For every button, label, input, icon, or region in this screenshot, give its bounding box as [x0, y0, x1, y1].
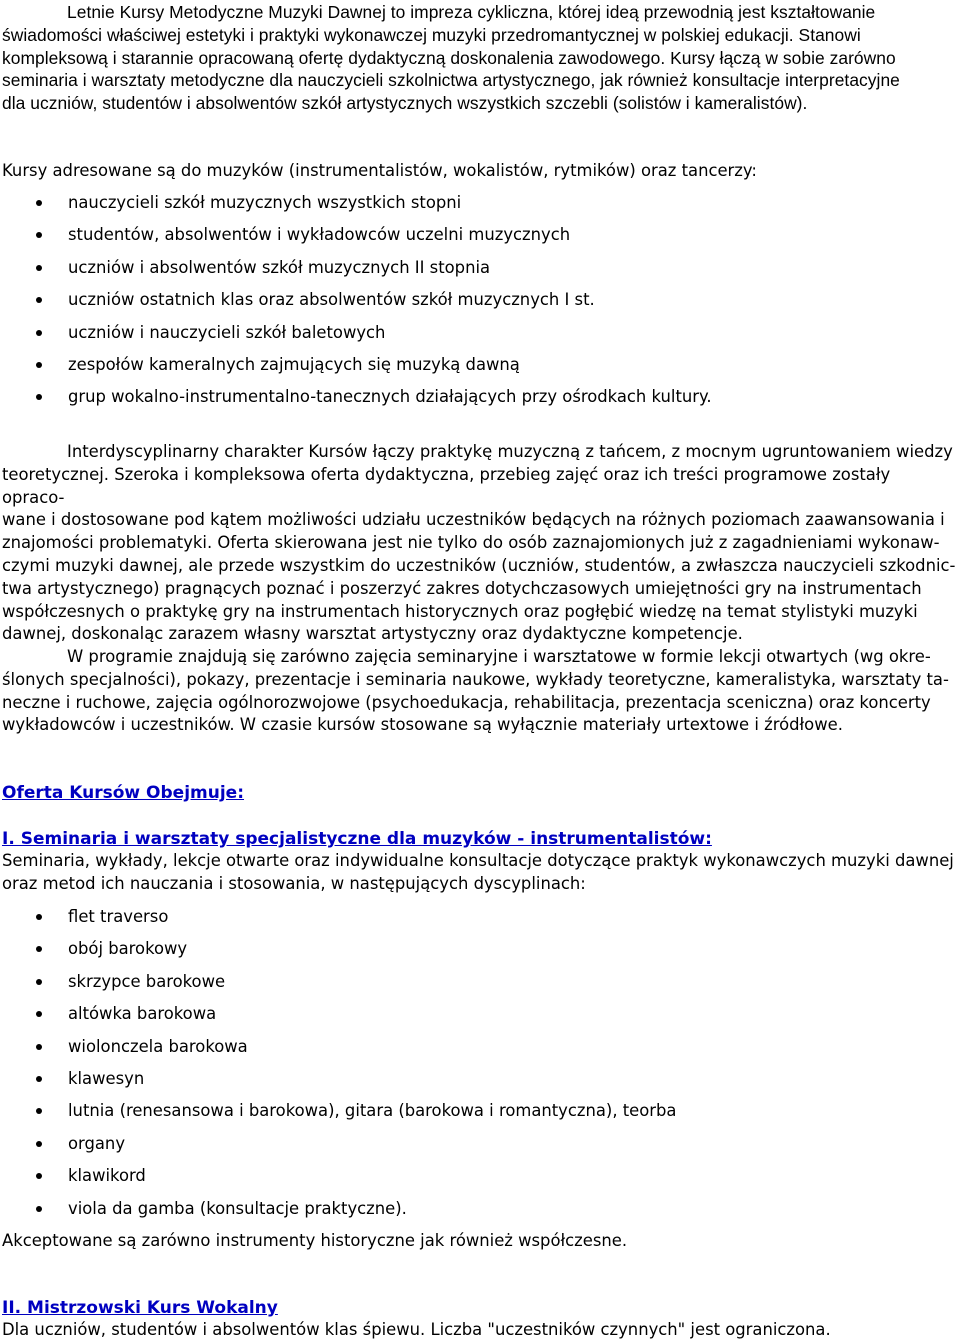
intro-line: świadomości właściwej estetyki i praktyki wykonawczej muzyki przedromantycznej w polskiej edukacji. Stanowi: [2, 24, 861, 45]
list-item-text: klawesyn: [68, 1068, 145, 1088]
bullet-icon: [36, 330, 42, 336]
bullet-icon: [36, 232, 42, 238]
program-paragraph: [2, 646, 957, 737]
intro-line: seminaria i warsztaty metodyczne dla nauczycieli szkolnictwa artystycznego, jak również konsultacje interpretacyjne: [2, 70, 900, 91]
bullet-icon: [36, 1011, 42, 1017]
list-item-text: uczniów i nauczycieli szkół baletowych: [68, 322, 386, 342]
bullet-icon: [36, 1173, 42, 1179]
list-item: [0, 1198, 958, 1230]
list-item-text: uczniów ostatnich klas oraz absolwentów szkół muzycznych I st.: [68, 290, 595, 310]
list-item-text: altówka barokowa: [68, 1004, 217, 1024]
paragraph-line: czymi muzyki dawnej, ale przede wszystkim do uczestników (uczniów, studentów, a zwłaszcza nauczycieli szkodnic-: [2, 555, 956, 575]
offer-heading: Oferta Kursów Obejmuje:: [2, 783, 245, 803]
bullet-icon: [36, 1206, 42, 1212]
list-item-text: klawikord: [68, 1166, 146, 1186]
list-item: [0, 1003, 958, 1035]
bullet-icon: [36, 362, 42, 368]
audience-list: [0, 192, 958, 419]
interdisciplinary-paragraph: [2, 441, 957, 646]
list-item: [0, 1100, 958, 1132]
list-item-text: nauczycieli szkół muzycznych wszystkich stopni: [68, 193, 462, 212]
instrument-list: [0, 906, 958, 1230]
paragraph-line: teoretycznej. Szeroka i kompleksowa oferta dydaktyczna, przebieg zajęć oraz ich treści programowe zostały opraco-: [2, 464, 891, 507]
list-item-text: wiolonczela barokowa: [68, 1036, 248, 1056]
paragraph-line: ślonych specjalności), pokazy, prezentacje i seminaria naukowe, wykłady teoretyczne, kameralistyka, warsztaty ta-: [2, 669, 949, 689]
intro-paragraph: [2, 1, 957, 115]
bullet-icon: [36, 200, 42, 206]
bullet-icon: [36, 946, 42, 952]
list-item-text: uczniów i absolwentów szkół muzycznych II stopnia: [68, 257, 491, 277]
list-item-text: flet traverso: [68, 907, 169, 926]
paragraph-line: W programie znajdują się zarówno zajęcia seminaryjne i warsztatowe w formie lekcji otwartych (wg okre-: [67, 647, 931, 666]
bullet-icon: [36, 394, 42, 400]
section1-heading: I. Seminaria i warsztaty specjalistyczne dla muzyków - instrumentalistów:: [2, 829, 712, 849]
list-item: [0, 1068, 958, 1100]
intro-line: kompleksową i starannie opracowaną ofertę dydaktyczną doskonalenia zawodowego. Kursy łączą w sobie zarówno: [2, 47, 896, 68]
paragraph-line: wykładowców i uczestników. W czasie kursów stosowane są wyłącznie materiały urtextowe i źródłowe.: [2, 715, 843, 735]
list-item: [0, 192, 958, 224]
bullet-icon: [36, 1044, 42, 1050]
list-item: [0, 224, 958, 256]
intro-line: dla uczniów, studentów i absolwentów szkół artystycznych wszystkich szczebli (solistów i kameralistów).: [2, 93, 808, 114]
paragraph-line: dawnej, doskonaląc zarazem własny warsztat artystyczny oraz dydaktyczne kompetencje.: [2, 624, 743, 644]
list-item-text: studentów, absolwentów i wykładowców uczelni muzycznych: [68, 225, 571, 245]
section2-line: Dla uczniów, studentów i absolwentów klas śpiewu. Liczba "uczestników czynnych" jest ograniczona.: [2, 1320, 831, 1339]
list-item: [0, 257, 958, 289]
list-item: [0, 1036, 958, 1068]
list-item: [0, 938, 958, 970]
paragraph-line: twa artystycznego) pragnących poznać i poszerzyć zakres dotychczasowych umiejętności gry na instrumentach: [2, 578, 922, 598]
section1-closing: Akceptowane są zarówno instrumenty historyczne jak również współczesne.: [2, 1231, 628, 1250]
paragraph-line: współczesnych o praktykę gry na instrumentach historycznych oraz pogłębić wiedzę na temat stylistyki muzyki: [2, 601, 918, 621]
audience-lead: Kursy adresowane są do muzyków (instrumentalistów, wokalistów, rytmików) oraz tancerzy:: [2, 161, 757, 180]
paragraph-line: Interdyscyplinarny charakter Kursów łączy praktykę muzyczną z tańcem, z mocnym ugruntowaniem wiedzy: [67, 442, 953, 461]
paragraph-line: oraz metod ich nauczania i stosowania, w następujących dyscyplinach:: [2, 873, 586, 893]
paragraph-line: Seminaria, wykłady, lekcje otwarte oraz indywidualne konsultacje dotyczące praktyk wykonawczych muzyki dawnej: [2, 851, 954, 870]
list-item: [0, 1165, 958, 1197]
bullet-icon: [36, 914, 42, 920]
bullet-icon: [36, 1141, 42, 1147]
paragraph-line: wane i dostosowane pod kątem możliwości udziału uczestników będących na różnych poziomach zaawansowania i: [2, 510, 945, 530]
section2-heading: II. Mistrzowski Kurs Wokalny: [2, 1298, 278, 1318]
bullet-icon: [36, 265, 42, 271]
list-item: [0, 322, 958, 354]
section1-intro: [2, 850, 957, 896]
list-item: [0, 354, 958, 386]
intro-line: Letnie Kursy Metodyczne Muzyki Dawnej to impreza cykliczna, której ideą przewodnią jest kształtowanie: [67, 2, 876, 22]
list-item: [0, 289, 958, 321]
bullet-icon: [36, 1076, 42, 1082]
list-item-text: lutnia (renesansowa i barokowa), gitara (barokowa i romantyczna), teorba: [68, 1101, 677, 1121]
bullet-icon: [36, 979, 42, 985]
list-item: [0, 906, 958, 938]
list-item: [0, 971, 958, 1003]
list-item: [0, 386, 958, 418]
bullet-icon: [36, 1108, 42, 1114]
bullet-icon: [36, 297, 42, 303]
list-item: [0, 1133, 958, 1165]
paragraph-line: znajomości problematyki. Oferta skierowana jest nie tylko do osób zaznajomionych już z zagadnieniami wykonaw-: [2, 533, 940, 553]
list-item-text: obój barokowy: [68, 939, 188, 959]
paragraph-line: neczne i ruchowe, zajęcia ogólnorozwojowe (psychoedukacja, rehabilitacja, prezentacja sceniczna) oraz koncerty: [2, 692, 931, 712]
list-item-text: organy: [68, 1133, 126, 1153]
list-item-text: viola da gamba (konsultacje praktyczne).: [68, 1198, 407, 1218]
list-item-text: skrzypce barokowe: [68, 971, 226, 991]
list-item-text: zespołów kameralnych zajmujących się muzyką dawną: [68, 354, 520, 374]
list-item-text: grup wokalno-instrumentalno-tanecznych działających przy ośrodkach kultury.: [68, 387, 712, 407]
